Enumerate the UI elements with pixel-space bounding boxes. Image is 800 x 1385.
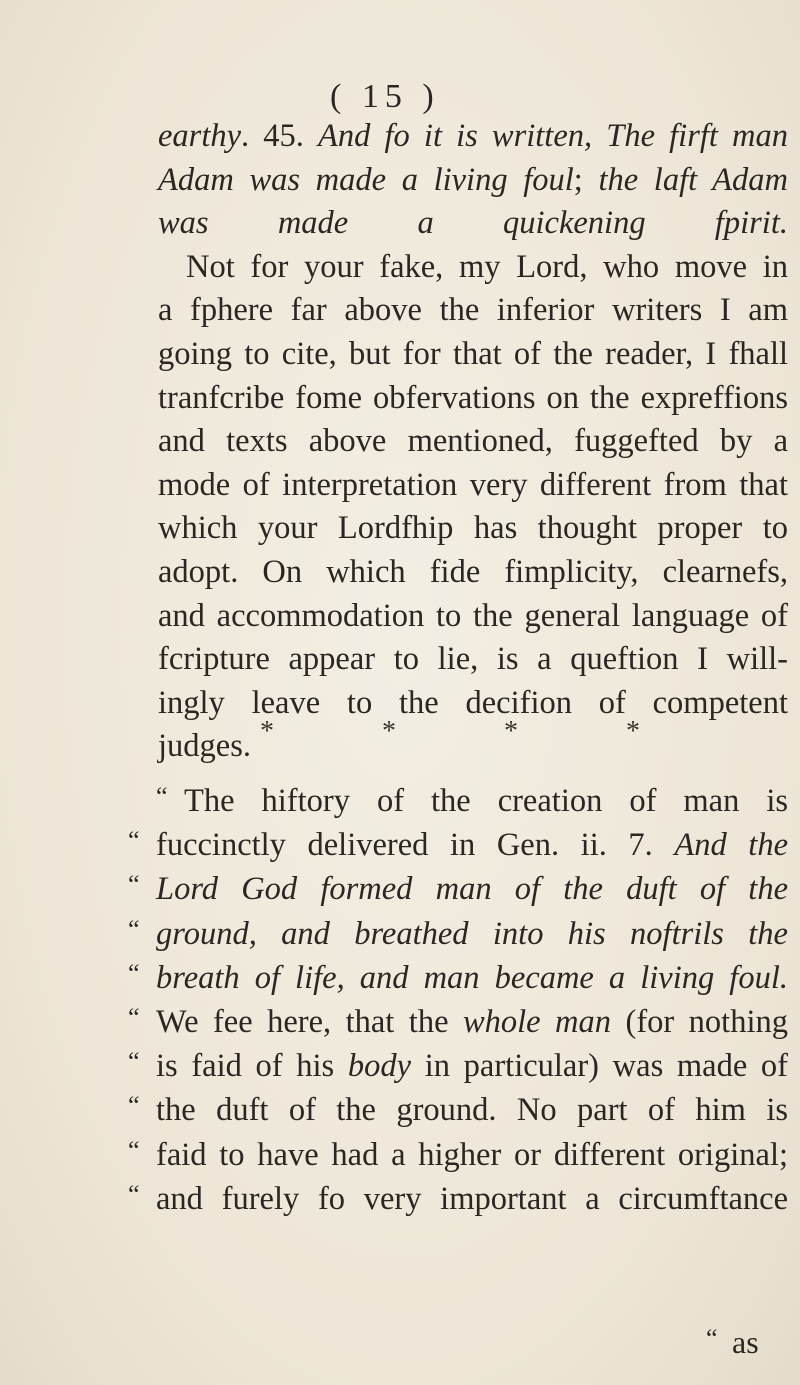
text-line <box>128 870 788 908</box>
text-line <box>128 826 789 864</box>
quote-mark: “ <box>128 914 140 944</box>
text-line <box>128 1179 788 1217</box>
text-line <box>158 338 788 371</box>
text-run: The hiftory of the creation of man is <box>184 783 788 819</box>
text-run: earthy <box>158 118 242 154</box>
asterisk: * <box>382 716 396 747</box>
text-run: mode of interpretation very different from that <box>158 466 788 503</box>
text-line <box>158 684 788 721</box>
text-run: Not for your fake, my Lord, who move in <box>186 248 788 285</box>
quote-mark: “ <box>128 1003 140 1032</box>
text-run: Lord God formed man of the duft of the <box>156 871 788 908</box>
text-run: judges. <box>158 728 251 765</box>
text-line <box>128 958 788 996</box>
text-line <box>158 466 788 503</box>
text-run: the laft Adam <box>598 161 788 198</box>
quote-mark: “ <box>128 1047 140 1077</box>
text-run: and breathed into his noftrils the <box>281 915 788 952</box>
asterisk: * <box>260 716 274 747</box>
text-line <box>128 1003 788 1040</box>
text-run: was made a quickening fpirit. <box>158 205 788 242</box>
text-line <box>186 248 788 285</box>
text-line <box>158 597 788 634</box>
text-run: And the <box>674 827 789 864</box>
text-line <box>128 1047 788 1085</box>
asterisk: * <box>626 716 640 747</box>
text-run: tranfcribe fome obfervations on the expreffions <box>158 379 788 416</box>
text-run: adopt. On which fide fimplicity, clearnefs, <box>158 554 788 590</box>
text-run: faid to have had a higher or different original; <box>156 1136 788 1173</box>
text-line <box>128 1135 788 1173</box>
text-line <box>158 161 788 198</box>
quote-mark: “ <box>128 1091 140 1121</box>
text-line <box>158 643 788 676</box>
quote-mark: “ <box>128 826 140 856</box>
text-run: ingly leave to the decifion of competent <box>158 684 788 721</box>
text-run: (for nothing <box>611 1004 788 1040</box>
text-run: fcripture appear to lie, is a queftion I will- <box>158 641 788 678</box>
text-line <box>158 120 788 153</box>
quote-mark: “ <box>128 870 140 900</box>
text-run: and furely fo very important a circumftance <box>156 1180 788 1217</box>
quote-mark: “ <box>156 782 168 811</box>
section-break <box>260 716 640 748</box>
text-line <box>158 294 788 327</box>
text-run: and accommodation to the general language of <box>158 597 788 634</box>
quote-mark: “ <box>706 1324 718 1353</box>
text-run: going to cite, but for that of the reader, I fhall <box>158 336 788 372</box>
text-run: body <box>347 1048 412 1085</box>
catchword-text: as <box>732 1324 759 1360</box>
text-run: in particular) was made of <box>411 1048 788 1085</box>
quote-mark: “ <box>128 958 140 988</box>
page-number: ( 15 ) <box>330 78 440 115</box>
text-line <box>128 1091 788 1129</box>
text-run: And fo it is written, The firft man <box>318 118 789 154</box>
quote-mark: “ <box>128 1179 140 1209</box>
text-line <box>158 425 788 458</box>
text-run: fuccinctly delivered in Gen. ii. 7. <box>156 827 675 864</box>
text-line <box>158 512 788 545</box>
text-run: is faid of his <box>156 1048 348 1085</box>
asterisk: * <box>504 716 518 747</box>
text-line <box>158 379 788 416</box>
text-run: Adam was made a living foul <box>158 161 574 198</box>
text-run: . 45. <box>241 118 319 154</box>
quote-mark: “ <box>128 1135 140 1165</box>
text-line <box>156 782 788 819</box>
catchword <box>706 1324 759 1361</box>
text-run: ground, <box>156 915 282 952</box>
text-run: We fee here, that the <box>156 1004 463 1040</box>
text-run: breath of life, and man became a living foul. <box>156 959 788 996</box>
text-run: and texts above mentioned, fuggefted by a <box>158 423 788 460</box>
text-run: a fphere far above the inferior writers I am <box>158 292 788 329</box>
text-run: ; <box>573 161 599 198</box>
text-run: whole man <box>462 1004 612 1040</box>
text-line <box>158 207 788 240</box>
text-run: the duft of the ground. No part of him is <box>156 1092 788 1129</box>
text-run: which your Lordfhip has thought proper to <box>158 510 788 547</box>
text-line <box>158 556 788 589</box>
text-line <box>128 914 788 952</box>
